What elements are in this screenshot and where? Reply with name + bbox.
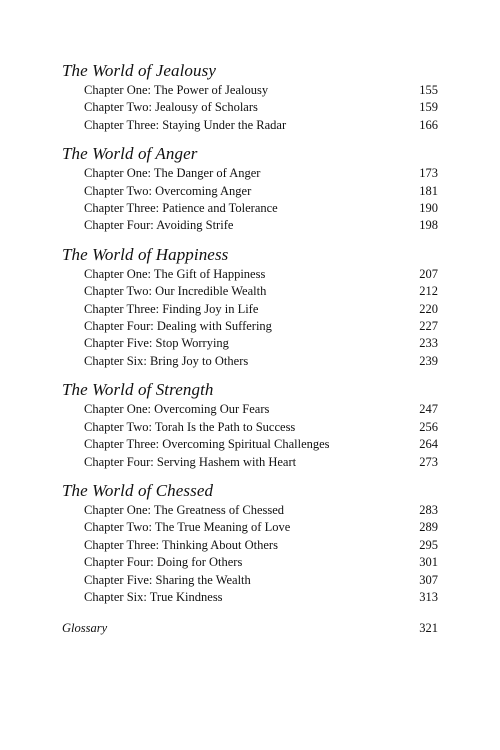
toc-entry [62, 537, 438, 554]
page-number: 155 [419, 83, 438, 97]
page-number: 227 [419, 319, 438, 334]
chapter-title: Chapter Two: Overcoming Anger [84, 183, 252, 198]
page-number: 207 [419, 266, 438, 281]
section-title: The World of Jealousy [62, 61, 216, 80]
glossary-entry [62, 619, 438, 637]
chapter-title: Chapter Four: Doing for Others [84, 555, 243, 570]
toc-entry [62, 183, 438, 200]
chapter-title: Chapter Two: Torah Is the Path to Success [84, 419, 296, 434]
toc-entry [62, 401, 438, 418]
page-number: 198 [419, 218, 438, 233]
toc-entry [62, 82, 438, 99]
section-title: The World of Strength [62, 380, 214, 400]
page-number: 301 [419, 555, 438, 570]
page-number: 247 [419, 402, 438, 417]
page-number: 307 [419, 572, 438, 587]
chapter-title: Chapter Three: Finding Joy in Life [84, 301, 259, 316]
toc-entry [62, 589, 438, 606]
chapter-title: Chapter Three: Staying Under the Radar [84, 117, 287, 132]
toc-entry [62, 436, 438, 453]
toc-entry [62, 200, 438, 217]
chapter-title: Chapter One: The Power of Jealousy [84, 83, 269, 97]
chapter-title: Chapter Three: Overcoming Spiritual Challenges [84, 437, 330, 452]
toc-entry [62, 502, 438, 519]
section-title: The World of Happiness [62, 244, 229, 264]
chapter-title: Chapter One: The Danger of Anger [84, 166, 261, 181]
toc-entry [62, 217, 438, 234]
chapter-title: Chapter One: The Greatness of Chessed [84, 502, 285, 517]
toc-entry [62, 117, 438, 134]
page-number: 239 [419, 353, 438, 368]
chapter-title: Chapter One: The Gift of Happiness [84, 266, 266, 281]
toc-section [62, 244, 438, 370]
page-number: 289 [419, 520, 438, 535]
chapter-title: Chapter Two: Our Incredible Wealth [84, 284, 267, 299]
toc-entry [62, 318, 438, 335]
page-number: 212 [419, 284, 438, 299]
page-number: 181 [419, 183, 438, 198]
chapter-title: Chapter One: Overcoming Our Fears [84, 402, 270, 417]
chapter-title: Chapter Six: Bring Joy to Others [84, 353, 249, 368]
toc-entry [62, 301, 438, 318]
page-number: 166 [419, 117, 438, 132]
table-of-contents [62, 60, 438, 615]
toc-entry [62, 519, 438, 536]
toc-entry [62, 266, 438, 283]
page-number: 264 [419, 437, 438, 452]
toc-section [62, 60, 438, 134]
page-number: 283 [419, 502, 438, 517]
toc-section [62, 480, 438, 606]
toc-entry [62, 554, 438, 571]
chapter-title: Chapter Four: Serving Hashem with Heart [84, 454, 297, 469]
toc-entry [62, 165, 438, 182]
chapter-title: Chapter Three: Patience and Tolerance [84, 201, 278, 216]
chapter-title: Chapter Five: Stop Worrying [84, 336, 229, 351]
glossary-label: Glossary [62, 621, 108, 635]
chapter-title: Chapter Four: Dealing with Suffering [84, 319, 272, 334]
page-number: 173 [419, 166, 438, 181]
toc-entry [62, 283, 438, 300]
toc-entry [62, 99, 438, 116]
chapter-title: Chapter Two: The True Meaning of Love [84, 520, 291, 535]
toc-section [62, 379, 438, 471]
page-number: 220 [419, 301, 438, 316]
toc-entry [62, 419, 438, 436]
page-number: 159 [419, 100, 438, 115]
page-number: 295 [419, 537, 438, 552]
page-number: 256 [419, 419, 438, 434]
chapter-title: Chapter Six: True Kindness [84, 589, 223, 604]
page-number: 273 [419, 454, 438, 469]
chapter-title: Chapter Three: Thinking About Others [84, 537, 278, 552]
page-number: 313 [419, 589, 438, 604]
toc-entry [62, 572, 438, 589]
chapter-title: Chapter Five: Sharing the Wealth [84, 572, 251, 587]
section-title: The World of Anger [62, 144, 198, 164]
chapter-title: Chapter Two: Jealousy of Scholars [84, 100, 258, 115]
glossary-page-number: 321 [419, 621, 438, 635]
toc-entry [62, 454, 438, 471]
toc-section [62, 143, 438, 235]
chapter-title: Chapter Four: Avoiding Strife [84, 218, 234, 233]
toc-entry [62, 353, 438, 370]
page-number: 190 [419, 201, 438, 216]
toc-entry [62, 335, 438, 352]
page-number: 233 [419, 336, 438, 351]
section-title: The World of Chessed [62, 480, 214, 500]
